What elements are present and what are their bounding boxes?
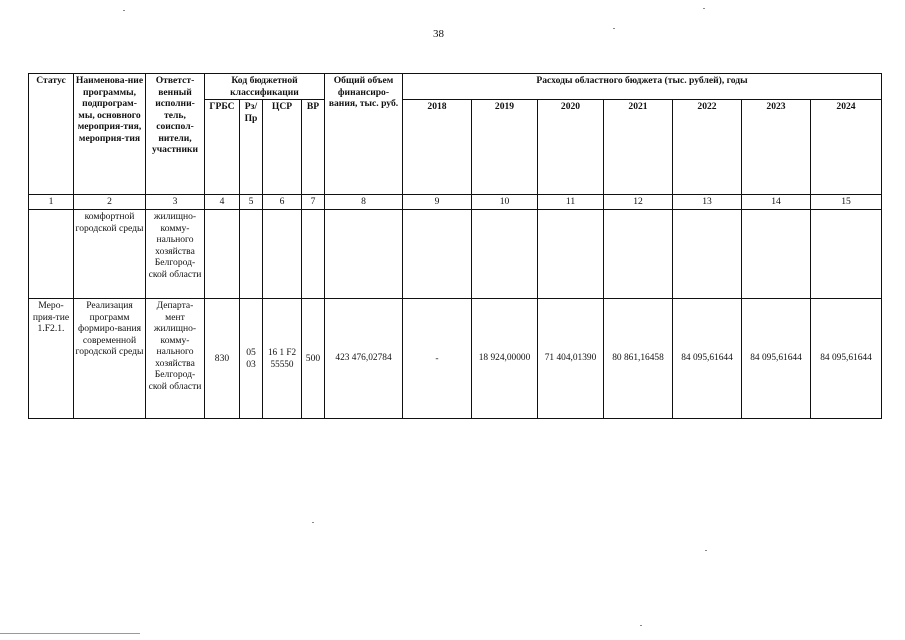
scan-speck	[640, 625, 642, 626]
header-rzpr: Рз/ Пр	[240, 100, 263, 195]
grbs-cell: 830	[205, 299, 240, 419]
header-row-top	[29, 74, 882, 100]
column-number: 1	[29, 195, 74, 210]
name-cell: Реализация программ формиро-вания современной городской среды	[74, 299, 146, 419]
header-grbs: ГРБС	[205, 100, 240, 195]
column-number: 14	[742, 195, 811, 210]
rzpr-cell: 05 03	[240, 299, 263, 419]
header-budget-code: Код бюджетной классификации	[205, 74, 325, 100]
name-cell: комфортной городской среды	[74, 210, 146, 299]
column-number: 6	[263, 195, 302, 210]
scan-edge-line	[0, 633, 140, 634]
column-number: 4	[205, 195, 240, 210]
scan-speck	[705, 550, 707, 551]
budget-expenses-table	[28, 73, 882, 419]
value-2024-cell: 84 095,61644	[811, 299, 882, 419]
scan-speck	[312, 522, 314, 523]
value-2019-cell: 18 924,00000	[472, 299, 538, 419]
header-year-2023: 2023	[742, 100, 811, 195]
header-expenses: Расходы областного бюджета (тыс. рублей), годы	[403, 74, 882, 100]
header-year-2024: 2024	[811, 100, 882, 195]
continuation-row	[29, 210, 882, 299]
column-number: 7	[302, 195, 325, 210]
column-number: 12	[604, 195, 673, 210]
status-cell	[29, 210, 74, 299]
column-number-row	[29, 195, 882, 210]
status-cell: Меро-прия-тие 1.F2.1.	[29, 299, 74, 419]
header-csr: ЦСР	[263, 100, 302, 195]
scan-speck	[123, 10, 125, 11]
column-number: 10	[472, 195, 538, 210]
header-total: Общий объем финансиро-вания, тыс. руб.	[325, 74, 403, 195]
scan-speck	[703, 8, 705, 9]
total-cell: 423 476,02784	[325, 299, 403, 419]
vr-cell: 500	[302, 299, 325, 419]
value-2018-cell: -	[403, 299, 472, 419]
scan-speck	[613, 28, 615, 29]
value-2021-cell: 80 861,16458	[604, 299, 673, 419]
value-2023-cell: 84 095,61644	[742, 299, 811, 419]
column-number: 2	[74, 195, 146, 210]
header-status: Статус	[29, 74, 74, 195]
column-number: 8	[325, 195, 403, 210]
header-year-2020: 2020	[538, 100, 604, 195]
column-number: 15	[811, 195, 882, 210]
column-number: 5	[240, 195, 263, 210]
column-number: 11	[538, 195, 604, 210]
column-number: 3	[146, 195, 205, 210]
page-number: 38	[433, 28, 444, 40]
value-2020-cell: 71 404,01390	[538, 299, 604, 419]
header-year-2018: 2018	[403, 100, 472, 195]
event-row	[29, 299, 882, 419]
column-number: 9	[403, 195, 472, 210]
header-responsible: Ответст-венный исполни-тель, соиспол-нители, участники	[146, 74, 205, 195]
header-year-2021: 2021	[604, 100, 673, 195]
header-name: Наименова-ние программы, подпрограм-мы, основного мероприя-тия, мероприя-тия	[74, 74, 146, 195]
column-number: 13	[673, 195, 742, 210]
responsible-cell: Департа-мент жилищно-комму-нального хозяйства Белгород-ской области	[146, 299, 205, 419]
header-year-2022: 2022	[673, 100, 742, 195]
header-year-2019: 2019	[472, 100, 538, 195]
value-2022-cell: 84 095,61644	[673, 299, 742, 419]
header-vr: ВР	[302, 100, 325, 195]
responsible-cell: жилищно-комму-нального хозяйства Белгород-ской области	[146, 210, 205, 299]
csr-cell: 16 1 F2 55550	[263, 299, 302, 419]
